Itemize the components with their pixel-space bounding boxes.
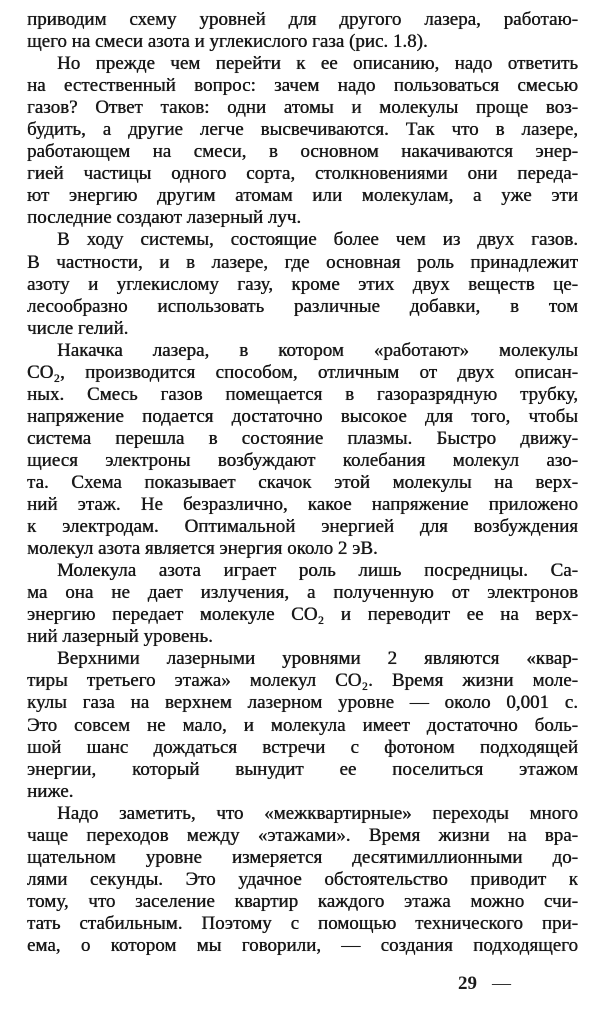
- paragraph: [27, 340, 578, 560]
- text-line: ний этаж. Не безразлично, какое напряжение приложено: [27, 494, 578, 516]
- text-line: кулы газа на верхнем лазерном уровне — около 0,001 с.: [27, 692, 578, 714]
- text-line: Молекула азота играет роль лишь посредницы. Са-: [57, 560, 578, 582]
- page-number-dash: —: [492, 973, 511, 994]
- text-line: будить, а другие легче высвечиваются. Так что в лазере,: [27, 119, 578, 141]
- text-line: энергию передает молекуле CO₂ и переводит ее на верх-: [27, 604, 578, 626]
- text-line: В ходу системы, состоящие более чем из двух газов.: [57, 229, 578, 251]
- paragraph: [27, 803, 578, 957]
- paragraph: [27, 53, 578, 229]
- text-line: работающем на смеси, в основном накачиваются энер-: [27, 141, 578, 163]
- text-line: щиеся электроны возбуждают колебания молекул азо-: [27, 449, 578, 471]
- text-line: Верхними лазерными уровнями 2 являются «квар-: [57, 648, 578, 670]
- text-line: лесообразно использовать различные добавки, в том: [27, 295, 578, 317]
- text-line: приводим схему уровней для другого лазера, работаю-: [27, 9, 578, 30]
- text-line: на естественный вопрос: зачем надо пользоваться смесью: [27, 75, 578, 97]
- text-line: система перешла в состояние плазмы. Быстро движу-: [27, 427, 578, 449]
- text-line: молекул азота является энергия около 2 эВ.: [27, 538, 378, 560]
- paragraph: [27, 229, 578, 339]
- text-line: ниже.: [27, 780, 74, 802]
- text-line: лями секунды. Это удачное обстоятельство приводит к: [27, 868, 578, 890]
- page-body: [27, 9, 578, 957]
- paragraph: [27, 648, 578, 802]
- text-line: тому, что заселение квартир каждого этажа можно счи-: [27, 890, 578, 912]
- paragraph: [27, 9, 578, 53]
- text-line: энергии, который вынудит ее поселиться этажом: [27, 758, 578, 780]
- text-line: газов? Ответ таков: одни атомы и молекулы проще воз-: [27, 97, 578, 119]
- paragraph: [27, 560, 578, 648]
- text-line: щего на смеси азота и углекислого газа (рис. 1.8).: [27, 31, 428, 53]
- text-line: CO₂, производится способом, отличным от двух описан-: [27, 361, 578, 383]
- text-line: Накачка лазера, в котором «работают» молекулы: [57, 339, 578, 361]
- text-line: та. Схема показывает скачок этой молекулы на верх-: [27, 471, 578, 493]
- text-line: чаще переходов между «этажами». Время жизни на вра-: [27, 824, 578, 846]
- text-line: числе гелий.: [27, 317, 129, 339]
- text-line: В частности, и в лазере, где основная роль принадлежит: [27, 251, 578, 273]
- text-line: ний лазерный уровень.: [27, 626, 213, 648]
- page-number: 29: [458, 973, 477, 994]
- text-line: гией частицы одного сорта, столкновениями они переда-: [27, 163, 578, 185]
- text-line: Но прежде чем перейти к ее описанию, надо ответить: [57, 53, 578, 75]
- text-line: азоту и углекислому газу, кроме этих двух веществ це-: [27, 273, 578, 295]
- text-line: шой шанс дождаться встречи с фотоном подходящей: [27, 736, 578, 758]
- text-line: Надо заметить, что «межквартирные» переходы много: [57, 802, 578, 824]
- text-line: ема, о котором мы говорили, — создания подходящего: [27, 934, 578, 956]
- text-line: тать стабильным. Поэтому с помощью технического при-: [27, 912, 578, 934]
- text-line: последние создают лазерный луч.: [27, 207, 302, 229]
- text-line: ют энергию другим атомам или молекулам, а уже эти: [27, 185, 578, 207]
- text-line: тиры третьего этажа» молекул CO₂. Время жизни моле-: [27, 670, 578, 692]
- text-line: к электродам. Оптимальной энергией для возбуждения: [27, 516, 578, 538]
- text-line: ных. Смесь газов помещается в газоразрядную трубку,: [27, 383, 578, 405]
- text-line: ма она не дает излучения, а полученную от электронов: [27, 582, 578, 604]
- text-line: Это совсем не мало, и молекула имеет достаточно боль-: [27, 714, 578, 736]
- text-line: напряжение подается достаточно высокое для того, чтобы: [27, 405, 578, 427]
- text-line: щательном уровне измеряется десятимиллионными до-: [27, 846, 578, 868]
